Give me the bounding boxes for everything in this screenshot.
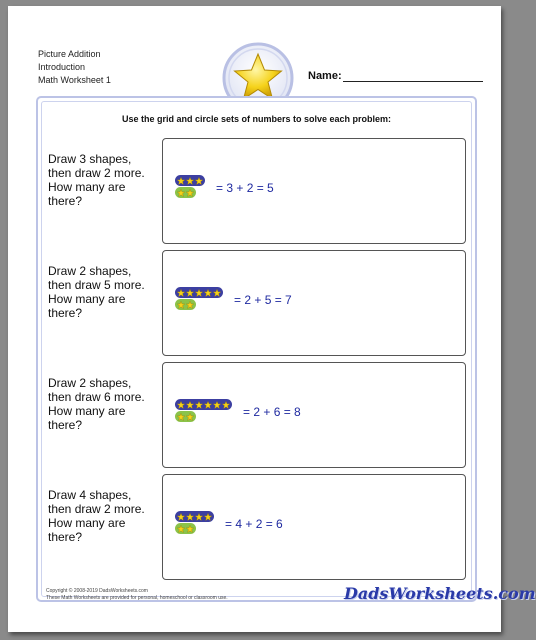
problem-text-line: there? [48, 306, 83, 320]
copyright-block [46, 588, 228, 602]
star-icon [177, 413, 185, 421]
star-icon [177, 289, 185, 297]
name-underline[interactable] [343, 69, 483, 82]
problem-text-line: there? [48, 530, 83, 544]
problem-text [48, 376, 145, 432]
equation: = 3 + 2 = 5 [216, 181, 274, 195]
problem-text-line: Draw 2 shapes, [48, 376, 132, 390]
star-icon [186, 177, 194, 185]
problem-text-line: then draw 6 more. [48, 390, 145, 404]
star-icon [186, 289, 194, 297]
star-icon [177, 189, 185, 197]
first-star-group [175, 287, 223, 298]
name-field[interactable] [308, 69, 483, 82]
problem-text-line: Draw 4 shapes, [48, 488, 132, 502]
problem-2 [38, 250, 475, 356]
problem-text-line: then draw 5 more. [48, 278, 145, 292]
equation: = 2 + 5 = 7 [234, 293, 292, 307]
star-icon [204, 401, 212, 409]
problem-text-line: Draw 3 shapes, [48, 152, 132, 166]
star-icon [177, 301, 185, 309]
star-icon [195, 177, 203, 185]
star-icon [186, 301, 194, 309]
star-icon [204, 289, 212, 297]
answer-box[interactable] [162, 250, 466, 356]
copyright-text: Copyright © 2008-2019 DadsWorksheets.com [46, 588, 148, 594]
second-star-group [175, 411, 196, 422]
star-icon [186, 513, 194, 521]
problem-text-line: How many are [48, 180, 126, 194]
problem-text-line: then draw 2 more. [48, 502, 145, 516]
second-star-group [175, 523, 196, 534]
title-line-3: Math Worksheet 1 [38, 75, 111, 85]
worksheet-page [8, 6, 536, 632]
star-icon [177, 401, 185, 409]
star-icon [213, 289, 221, 297]
problem-4 [38, 474, 475, 580]
instructions: Use the grid and circle sets of numbers to solve each problem: [121, 114, 392, 124]
second-star-group [175, 187, 196, 198]
star-icon [177, 513, 185, 521]
problem-1 [38, 138, 475, 244]
star-icon [222, 401, 230, 409]
problem-text-line: How many are [48, 516, 126, 530]
first-star-group [175, 399, 232, 410]
star-icon [186, 189, 194, 197]
problem-text-line: there? [48, 194, 83, 208]
answer-box[interactable] [162, 138, 466, 244]
star-groups [175, 175, 205, 198]
problem-text [48, 488, 145, 544]
star-icon [204, 513, 212, 521]
star-icon [186, 401, 194, 409]
problem-text-line: How many are [48, 404, 126, 418]
problems-frame [36, 96, 477, 602]
problem-text [48, 152, 145, 208]
first-star-group [175, 511, 214, 522]
equation: = 4 + 2 = 6 [225, 517, 283, 531]
problem-3 [38, 362, 475, 468]
first-star-group [175, 175, 205, 186]
name-label: Name: [308, 70, 342, 82]
problem-text [48, 264, 145, 320]
star-icon [186, 413, 194, 421]
star-icon [186, 525, 194, 533]
star-groups [175, 399, 232, 422]
second-star-group [175, 299, 196, 310]
star-icon [177, 525, 185, 533]
problem-text-line: Draw 2 shapes, [48, 264, 132, 278]
answer-box[interactable] [162, 362, 466, 468]
star-icon [195, 513, 203, 521]
worksheet-title [38, 48, 111, 87]
problem-text-line: then draw 2 more. [48, 166, 145, 180]
star-icon [213, 401, 221, 409]
star-icon [177, 177, 185, 185]
answer-box[interactable] [162, 474, 466, 580]
problem-text-line: How many are [48, 292, 126, 306]
star-icon [195, 289, 203, 297]
star-groups [175, 511, 214, 534]
title-line-1: Picture Addition [38, 49, 101, 59]
title-line-2: Introduction [38, 62, 86, 72]
equation: = 2 + 6 = 8 [243, 405, 301, 419]
problem-text-line: there? [48, 418, 83, 432]
star-icon [195, 401, 203, 409]
star-groups [175, 287, 223, 310]
usage-note: These Math Worksheets are provided for personal, homeschool or classroom use. [46, 595, 228, 601]
brand-logo: DadsWorksheets.com [344, 584, 536, 603]
